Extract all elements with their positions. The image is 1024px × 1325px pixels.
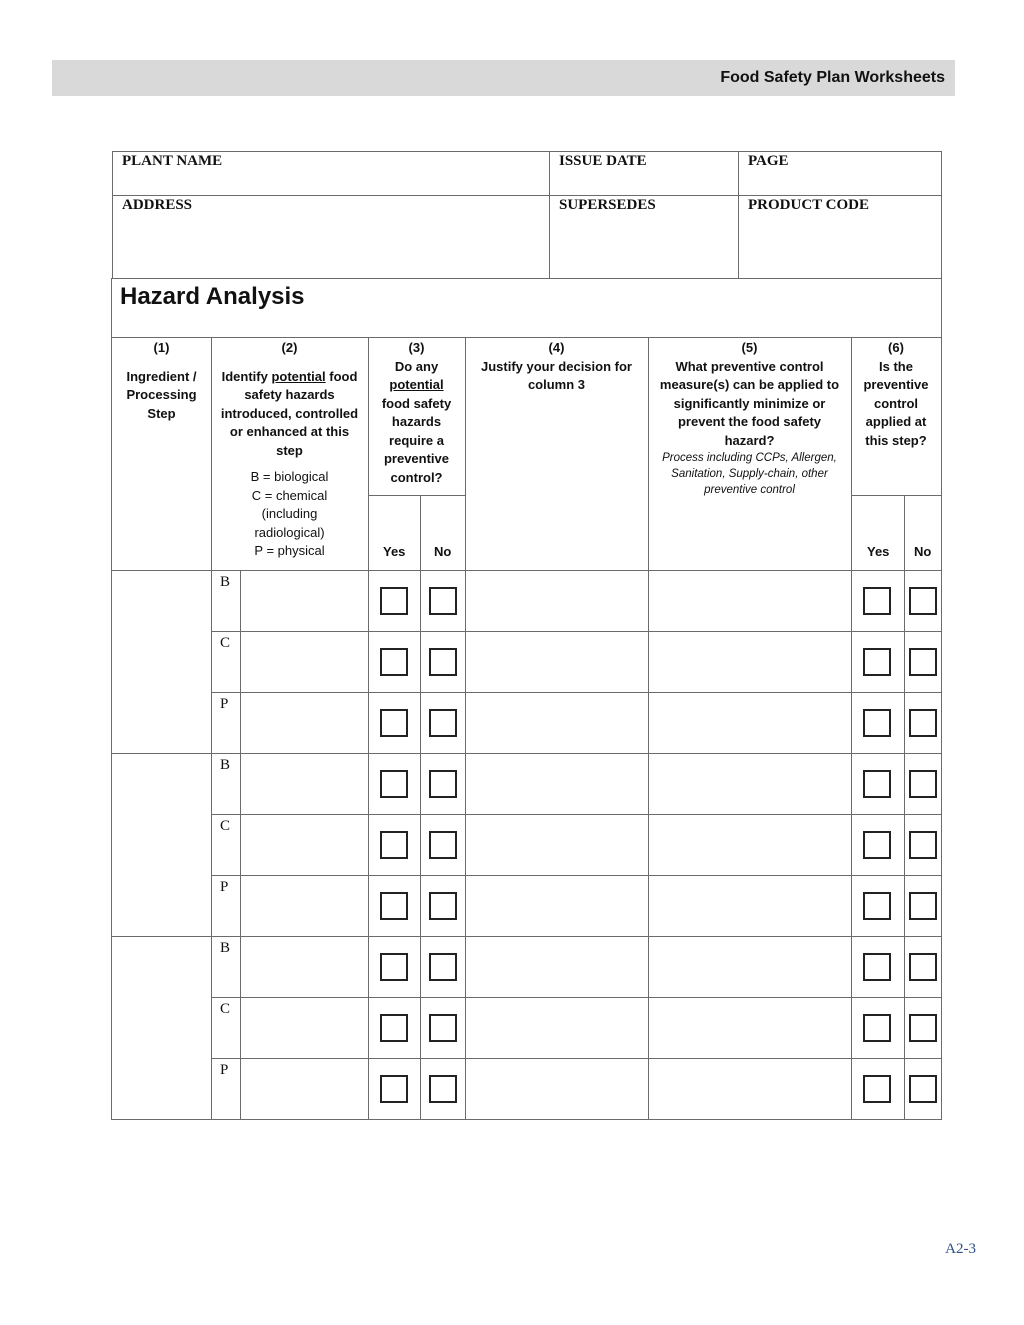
table-rule <box>111 570 942 571</box>
table-rule <box>112 151 113 278</box>
col6-yes-checkbox[interactable] <box>863 831 891 859</box>
col6-no-checkbox[interactable] <box>909 770 937 798</box>
hazard-type-letter: P <box>220 879 229 895</box>
col6-no-checkbox[interactable] <box>909 1014 937 1042</box>
col6-yes-checkbox[interactable] <box>863 770 891 798</box>
col3-header: (3) Do any potential food safety hazards require a preventive control? <box>381 340 452 485</box>
hazard-type-letter: C <box>220 818 231 834</box>
col6-yes-checkbox[interactable] <box>863 648 891 676</box>
table-rule <box>368 495 465 496</box>
issue-date-label: ISSUE DATE <box>559 153 647 169</box>
product-code-label: PRODUCT CODE <box>748 197 869 213</box>
col6-no-checkbox[interactable] <box>909 1075 937 1103</box>
col6-no-checkbox[interactable] <box>909 648 937 676</box>
hazard-type-letter: C <box>220 1001 231 1017</box>
table-rule <box>941 151 942 278</box>
col3-no-checkbox[interactable] <box>429 831 457 859</box>
col6-no-checkbox[interactable] <box>909 709 937 737</box>
hazard-type-letter: B <box>220 940 231 956</box>
col3-yes-label: Yes <box>383 544 406 559</box>
col3-yes-checkbox[interactable] <box>380 892 408 920</box>
table-rule <box>904 495 905 1120</box>
table-rule <box>941 278 942 1120</box>
col6-no-checkbox[interactable] <box>909 892 937 920</box>
table-rule <box>112 278 942 279</box>
table-rule <box>211 692 942 693</box>
table-rule <box>211 875 942 876</box>
col3-no-checkbox[interactable] <box>429 892 457 920</box>
col3-no-checkbox[interactable] <box>429 953 457 981</box>
table-rule <box>420 495 421 1120</box>
address-label: ADDRESS <box>122 197 193 213</box>
table-rule <box>738 151 739 278</box>
col3-yes-checkbox[interactable] <box>380 953 408 981</box>
table-rule <box>111 1119 942 1120</box>
col3-yes-checkbox[interactable] <box>380 709 408 737</box>
col6-no-checkbox[interactable] <box>909 831 937 859</box>
hazard-analysis-title: Hazard Analysis <box>120 283 305 310</box>
plant-name-label: PLANT NAME <box>122 153 223 169</box>
col6-no-checkbox[interactable] <box>909 587 937 615</box>
table-rule <box>851 495 942 496</box>
table-rule <box>211 1058 942 1059</box>
col6-no-label: No <box>914 544 932 559</box>
hazard-type-letter: P <box>220 1062 229 1078</box>
table-rule <box>111 278 112 1120</box>
table-rule <box>211 814 942 815</box>
col3-no-checkbox[interactable] <box>429 648 457 676</box>
col6-yes-checkbox[interactable] <box>863 1014 891 1042</box>
table-rule <box>111 753 942 754</box>
col3-no-checkbox[interactable] <box>429 709 457 737</box>
table-rule <box>211 337 212 1120</box>
col3-no-label: No <box>434 544 452 559</box>
col3-yes-checkbox[interactable] <box>380 1014 408 1042</box>
col3-no-checkbox[interactable] <box>429 1075 457 1103</box>
col6-yes-checkbox[interactable] <box>863 892 891 920</box>
col2-header: (2) Identify potential food safety hazards introduced, controlled or enhanced at this step B = biological C = chemical (including radiological) P = physical <box>220 340 359 558</box>
col6-no-checkbox[interactable] <box>909 953 937 981</box>
page-label: PAGE <box>748 153 789 169</box>
col6-yes-label: Yes <box>867 544 890 559</box>
col6-yes-checkbox[interactable] <box>863 709 891 737</box>
header-band <box>52 60 955 96</box>
hazard-type-letter: P <box>220 696 229 712</box>
table-rule <box>648 337 649 1120</box>
hazard-type-letter: B <box>220 574 231 590</box>
table-rule <box>211 997 942 998</box>
col3-yes-checkbox[interactable] <box>380 831 408 859</box>
table-rule <box>111 337 942 338</box>
col3-yes-checkbox[interactable] <box>380 587 408 615</box>
table-rule <box>851 337 852 1120</box>
page-header-title: Food Safety Plan Worksheets <box>720 69 945 86</box>
col6-yes-checkbox[interactable] <box>863 587 891 615</box>
table-rule <box>240 570 241 1120</box>
col6-yes-checkbox[interactable] <box>863 1075 891 1103</box>
table-rule <box>549 151 550 278</box>
col3-yes-checkbox[interactable] <box>380 770 408 798</box>
col3-yes-checkbox[interactable] <box>380 1075 408 1103</box>
hazard-type-letter: C <box>220 635 231 651</box>
col6-yes-checkbox[interactable] <box>863 953 891 981</box>
col3-no-checkbox[interactable] <box>429 1014 457 1042</box>
table-rule <box>211 631 942 632</box>
table-rule <box>111 936 942 937</box>
col6-header: (6) Is the preventive control applied at this step? <box>863 340 929 448</box>
col3-no-checkbox[interactable] <box>429 770 457 798</box>
table-rule <box>112 151 942 152</box>
table-rule <box>112 195 942 196</box>
col3-yes-checkbox[interactable] <box>380 648 408 676</box>
hazard-type-letter: B <box>220 757 231 773</box>
col5-header: (5) What preventive control measure(s) can be applied to significantly minimize or prevent the food safety hazard? Process including CCPs, Allergen, Sanitation, Supply-chain, other preventive control <box>659 340 840 496</box>
col3-no-checkbox[interactable] <box>429 587 457 615</box>
page-number: A2-3 <box>945 1241 976 1257</box>
col4-header: (4) Justify your decision for column 3 <box>481 340 632 392</box>
supersedes-label: SUPERSEDES <box>559 197 656 213</box>
table-rule <box>465 337 466 1120</box>
table-rule <box>368 337 369 1120</box>
col1-header: (1) Ingredient / Processing Step <box>126 340 197 421</box>
